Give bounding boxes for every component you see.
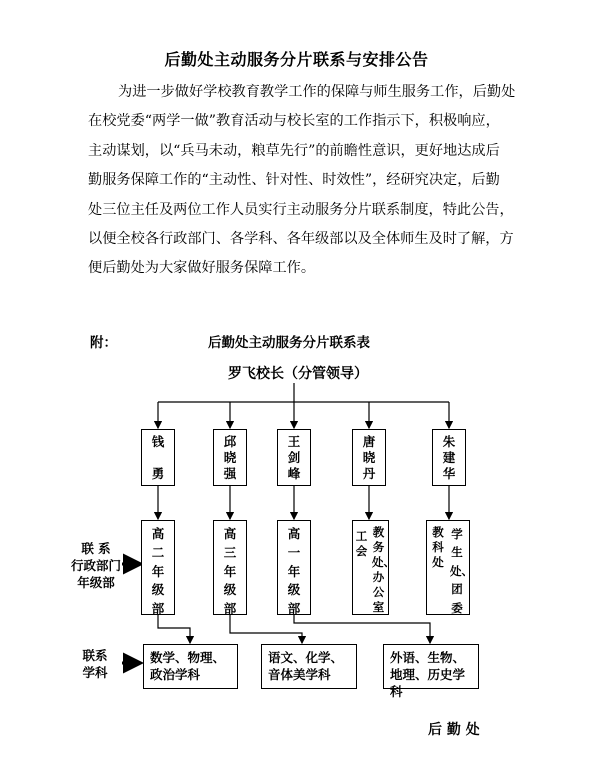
- department-label: 工会: [355, 529, 368, 558]
- department-box: [352, 520, 395, 615]
- person-name-char: 晓: [223, 450, 237, 465]
- person-name-char: 邱: [223, 434, 237, 449]
- side-label-subjects: 联系 学科: [82, 648, 108, 680]
- person-name-char: 华: [442, 466, 456, 481]
- person-name-char: 勇: [151, 466, 165, 481]
- person-box: [432, 429, 466, 486]
- connector-arrow: [230, 615, 302, 643]
- department-label: 高一年级部: [287, 526, 301, 616]
- page-title: 后勤处主动服务分片联系与安排公告: [164, 50, 429, 69]
- paragraph-line: 勤服务保障工作的“主动性、针对性、时效性”，经研究决定，后勤: [88, 172, 500, 189]
- department-box: [426, 520, 473, 615]
- department-box: [277, 520, 311, 615]
- paragraph-line: 便后勤处为大家做好服务保障工作。: [88, 260, 316, 277]
- department-label: 学生处、团委: [450, 527, 473, 615]
- paragraph-line: 以便全校各行政部门、各学科、各年级部以及全体师生及时了解，方: [88, 231, 514, 248]
- person-name-char: 剑: [287, 450, 301, 465]
- department-label: 教科处: [432, 525, 444, 569]
- side-label-departments: 联 系 行政部门 年级部: [70, 541, 121, 590]
- connector-arrow: [294, 615, 430, 643]
- person-box: [213, 429, 247, 486]
- signature: 后 勤 处: [428, 722, 480, 738]
- person-name-char: 建: [442, 450, 456, 465]
- subject-box: 语文、化学、音体美学科: [261, 644, 357, 689]
- person-name-char: 丹: [362, 466, 376, 481]
- leader-label: 罗飞校长（分管领导）: [228, 366, 368, 382]
- table-title: 后勤处主动服务分片联系表: [208, 335, 370, 351]
- person-name-char: 朱: [442, 434, 456, 449]
- subject-box: 外语、生物、地理、历史学科: [383, 644, 479, 689]
- person-name-char: 峰: [287, 466, 301, 481]
- person-box: [277, 429, 311, 486]
- person-name-char: 晓: [362, 450, 376, 465]
- person-name-char: 王: [287, 434, 301, 449]
- department-label: 高二年级部: [151, 526, 165, 616]
- subject-box: 数学、物理、政治学科: [143, 644, 238, 689]
- paragraph-line: 处三位主任及两位工作人员实行主动服务分片联系制度，特此公告，: [88, 201, 514, 218]
- department-box: [141, 520, 175, 615]
- paragraph-line: 为进一步做好学校教育教学工作的保障与师生服务工作，后勤处: [118, 84, 516, 100]
- paragraph-line: 在校党委“两学一做”教育活动与校长室的工作指示下，积极响应，: [88, 113, 500, 130]
- person-name-char: 钱: [151, 434, 165, 449]
- department-box: [213, 520, 247, 615]
- connector-arrow: [158, 615, 190, 643]
- paragraph-line: 主动谋划，以“兵马未动，粮草先行”的前瞻性意识，更好地达成后: [88, 142, 500, 159]
- attachment-label: 附：: [90, 335, 117, 351]
- person-name-char: 唐: [362, 434, 376, 449]
- person-name-char: 强: [223, 466, 237, 481]
- department-label: 教务处、办公室: [372, 525, 395, 614]
- person-box: [352, 429, 386, 486]
- department-label: 高三年级部: [223, 526, 237, 616]
- person-box: [141, 429, 175, 486]
